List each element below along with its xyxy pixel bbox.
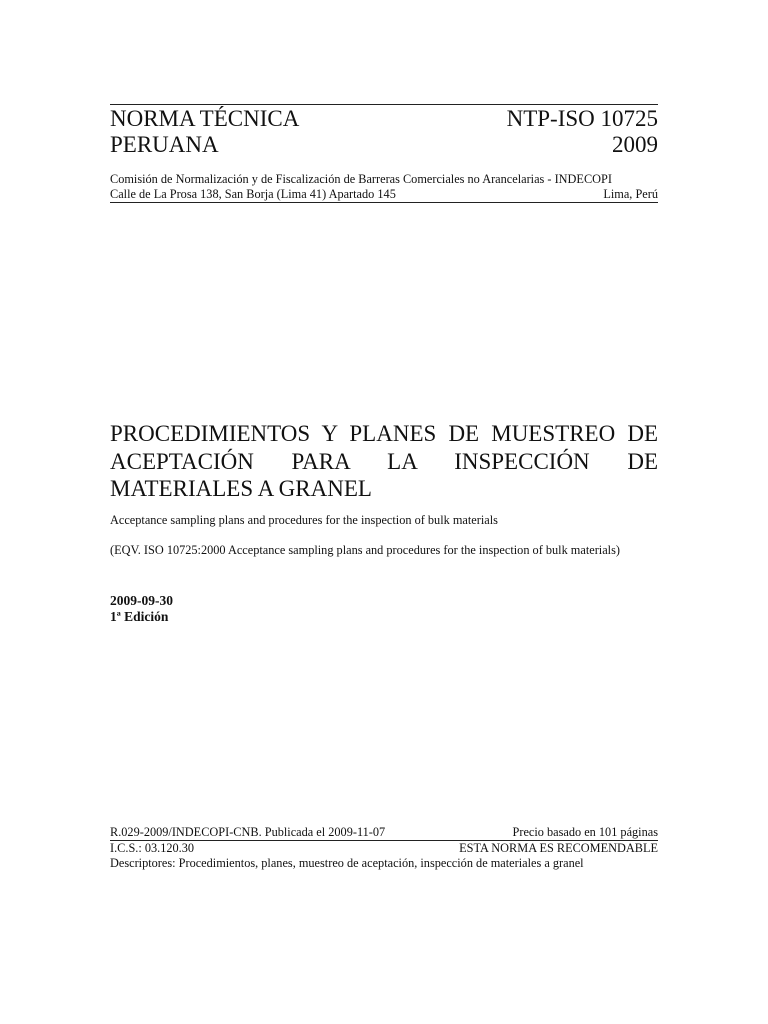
edition: 1ª Edición [110,609,169,624]
header-row-1 [110,105,658,132]
footer-row-3 [110,856,658,871]
descriptors-text: Descriptores: Procedimientos, planes, muestreo de aceptación, inspección de materiales a granel [110,856,584,870]
norm-title-line2: PERUANA [110,132,219,157]
header-row-2 [110,131,658,158]
english-title: Acceptance sampling plans and procedures for the inspection of bulk materials [110,513,498,527]
org-name: Comisión de Normalización y de Fiscalización de Barreras Comerciales no Arancelarias - INDECOPI [110,172,612,186]
org-city: Lima, Perú [603,187,658,201]
address-row [110,187,658,202]
footer-row-2 [110,841,658,856]
org-row [110,172,658,187]
org-rule [110,202,658,203]
price-text: Precio basado en 101 páginas [512,825,658,839]
document-title: PROCEDIMIENTOS Y PLANES DE MUESTREO DE ACEPTACIÓN PARA LA INSPECCIÓN DE MATERIALES A GRANEL [110,421,658,501]
footer-row-1 [110,825,658,840]
org-address: Calle de La Prosa 138, San Borja (Lima 41) Apartado 145 [110,187,396,201]
norm-code: NTP-ISO 10725 [506,106,658,131]
ics-code: I.C.S.: 03.120.30 [110,841,195,855]
equivalence-note: (EQV. ISO 10725:2000 Acceptance sampling plans and procedures for the inspection of bulk materials) [110,543,620,557]
norm-year: 2009 [612,132,658,157]
norm-title-line1: NORMA TÉCNICA [110,106,300,131]
publication-date: 2009-09-30 [110,593,173,608]
resolution-text: R.029-2009/INDECOPI-CNB. Publicada el 2009-11-07 [110,825,386,839]
recommendation-text: ESTA NORMA ES RECOMENDABLE [459,841,658,855]
